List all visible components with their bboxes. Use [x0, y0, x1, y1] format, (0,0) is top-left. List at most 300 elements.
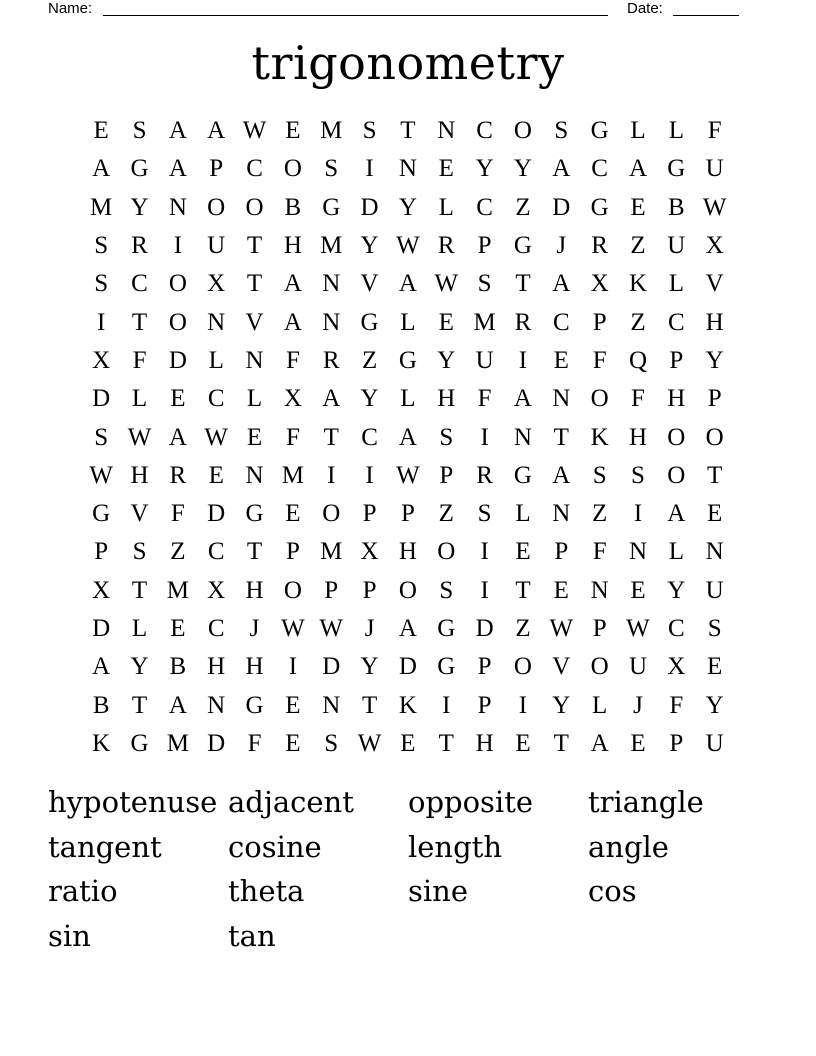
- grid-letter: L: [400, 385, 416, 413]
- grid-letter: G: [667, 155, 686, 183]
- grid-letter: O: [283, 155, 302, 183]
- grid-letter: E: [515, 729, 531, 757]
- grid-row: [82, 533, 734, 571]
- grid-letter: V: [360, 270, 379, 298]
- grid-letter: I: [442, 691, 451, 719]
- grid-letter: L: [668, 538, 684, 566]
- grid-letter: O: [207, 193, 226, 221]
- grid-letter: F: [592, 538, 607, 566]
- grid-letter: F: [631, 385, 645, 413]
- grid-letter: E: [246, 423, 263, 451]
- grid-letter: A: [398, 423, 417, 451]
- grid-letter: R: [476, 461, 493, 489]
- grid-letter: T: [553, 729, 569, 757]
- grid-row: [82, 572, 734, 610]
- grid-letter: I: [480, 576, 489, 604]
- grid-letter: Z: [630, 308, 646, 336]
- grid-letter: O: [667, 423, 686, 451]
- grid-letter: Y: [705, 691, 724, 719]
- grid-letter: L: [246, 385, 263, 413]
- grid-letter: O: [322, 500, 341, 528]
- grid-letter: P: [669, 346, 684, 374]
- word-list-item: opposite: [408, 785, 534, 819]
- grid-letter: E: [208, 461, 224, 489]
- grid-letter: A: [283, 270, 302, 298]
- grid-letter: G: [437, 615, 456, 642]
- grid-letter: Z: [170, 538, 186, 566]
- grid-letter: Z: [515, 615, 531, 642]
- grid-letter: A: [168, 117, 187, 145]
- grid-letter: M: [320, 538, 343, 566]
- grid-letter: E: [285, 117, 301, 145]
- grid-letter: Y: [667, 576, 686, 604]
- grid-letter: H: [283, 232, 302, 260]
- grid-letter: D: [322, 653, 341, 681]
- grid-letter: S: [477, 270, 492, 298]
- grid-letter: V: [245, 308, 264, 336]
- grid-row: [82, 112, 734, 150]
- grid-letter: V: [552, 653, 571, 681]
- name-blank-line: [103, 0, 608, 16]
- grid-letter: P: [669, 729, 684, 757]
- grid-letter: P: [439, 461, 454, 489]
- grid-letter: G: [322, 193, 341, 221]
- grid-letter: U: [705, 576, 724, 604]
- grid-letter: S: [439, 576, 454, 604]
- grid-row: [82, 686, 734, 724]
- grid-letter: C: [207, 538, 225, 566]
- grid-letter: K: [590, 423, 609, 451]
- grid-letter: Y: [130, 193, 149, 221]
- grid-letter: R: [131, 232, 148, 260]
- grid-letter: C: [207, 385, 225, 413]
- grid-letter: J: [249, 615, 260, 642]
- grid-letter: W: [319, 615, 344, 642]
- grid-letter: G: [130, 155, 149, 183]
- grid-letter: J: [556, 232, 567, 260]
- grid-letter: A: [552, 270, 571, 298]
- grid-letter: A: [207, 117, 226, 145]
- grid-letter: N: [322, 691, 341, 719]
- grid-letter: A: [322, 385, 341, 413]
- grid-letter: Z: [438, 500, 454, 528]
- grid-letter: S: [631, 461, 645, 489]
- word-list-item: adjacent: [228, 785, 354, 819]
- grid-letter: N: [513, 423, 532, 451]
- grid-letter: T: [400, 117, 416, 145]
- grid-letter: G: [590, 193, 609, 221]
- grid-row: [82, 610, 734, 648]
- grid-letter: K: [398, 691, 417, 719]
- grid-letter: N: [322, 270, 341, 298]
- grid-letter: P: [477, 691, 492, 719]
- grid-letter: A: [283, 308, 302, 336]
- grid-letter: H: [705, 308, 724, 336]
- name-label: Name:: [48, 0, 93, 17]
- grid-letter: F: [477, 385, 492, 413]
- grid-row: [82, 457, 734, 495]
- grid-letter: W: [204, 423, 228, 451]
- page-title: trigonometry: [251, 36, 565, 90]
- grid-letter: S: [132, 117, 147, 145]
- grid-letter: I: [518, 691, 528, 719]
- grid-letter: E: [630, 729, 646, 757]
- grid-letter: Y: [513, 155, 532, 183]
- grid-letter: N: [168, 193, 187, 221]
- grid-letter: A: [92, 653, 111, 681]
- grid-letter: J: [633, 691, 643, 719]
- grid-letter: G: [590, 117, 609, 145]
- grid-letter: F: [132, 346, 147, 374]
- grid-letter: C: [591, 155, 608, 183]
- grid-letter: P: [477, 653, 492, 681]
- grid-letter: Y: [360, 232, 379, 260]
- grid-letter: I: [633, 500, 643, 528]
- grid-letter: P: [285, 538, 300, 566]
- grid-letter: L: [438, 193, 454, 221]
- grid-letter: G: [130, 729, 149, 757]
- grid-letter: T: [553, 423, 569, 451]
- grid-letter: Y: [552, 691, 571, 719]
- grid-letter: P: [477, 232, 492, 260]
- grid-letter: O: [513, 117, 532, 145]
- grid-letter: A: [552, 461, 571, 489]
- grid-letter: V: [705, 270, 724, 298]
- grid-letter: H: [398, 538, 417, 566]
- grid-letter: M: [473, 308, 496, 336]
- grid-letter: L: [131, 385, 148, 413]
- grid-letter: S: [439, 423, 454, 451]
- grid-letter: H: [130, 461, 149, 489]
- grid-letter: P: [94, 538, 109, 566]
- grid-letter: A: [552, 155, 571, 183]
- grid-letter: N: [207, 308, 226, 336]
- grid-letter: R: [591, 232, 608, 260]
- grid-letter: I: [97, 308, 106, 336]
- grid-letter: L: [630, 117, 646, 145]
- grid-letter: T: [515, 576, 531, 604]
- grid-letter: S: [592, 461, 607, 489]
- word-list: [48, 780, 768, 958]
- grid-letter: I: [518, 346, 528, 374]
- grid-letter: O: [590, 653, 609, 681]
- grid-row: [82, 265, 734, 303]
- grid-letter: D: [92, 385, 111, 413]
- grid-letter: M: [320, 232, 343, 260]
- grid-letter: U: [207, 232, 226, 260]
- grid-letter: X: [590, 270, 609, 298]
- grid-letter: G: [437, 653, 456, 681]
- header-fields: [48, 0, 740, 18]
- grid-letter: A: [667, 500, 686, 528]
- grid-letter: O: [705, 423, 724, 451]
- grid-letter: L: [668, 117, 684, 145]
- date-blank-line: [673, 0, 739, 16]
- grid-letter: B: [169, 653, 187, 681]
- grid-letter: E: [170, 615, 186, 642]
- grid-letter: H: [437, 385, 456, 413]
- grid-letter: X: [283, 385, 302, 413]
- grid-letter: C: [552, 308, 570, 336]
- grid-row: [82, 725, 734, 763]
- grid-letter: T: [707, 461, 723, 489]
- grid-letter: F: [707, 117, 722, 145]
- grid-letter: H: [628, 423, 648, 451]
- grid-letter: C: [667, 615, 685, 642]
- grid-letter: Y: [398, 193, 417, 221]
- grid-letter: W: [626, 615, 650, 642]
- grid-letter: E: [707, 653, 723, 681]
- grid-letter: T: [246, 538, 263, 566]
- grid-letter: C: [361, 423, 378, 451]
- grid-letter: O: [513, 653, 532, 681]
- grid-letter: Y: [130, 653, 149, 681]
- grid-letter: T: [131, 691, 148, 719]
- grid-letter: T: [131, 576, 148, 604]
- grid-letter: A: [168, 691, 187, 719]
- grid-letter: M: [166, 576, 189, 604]
- grid-letter: X: [667, 653, 686, 681]
- grid-row: [82, 227, 734, 265]
- grid-letter: I: [365, 461, 374, 489]
- grid-letter: D: [207, 500, 226, 528]
- grid-letter: F: [285, 346, 300, 374]
- grid-letter: L: [592, 691, 608, 719]
- grid-letter: F: [592, 346, 607, 374]
- grid-letter: Z: [361, 346, 378, 374]
- grid-letter: W: [396, 232, 420, 260]
- grid-letter: W: [242, 117, 267, 145]
- grid-letter: U: [705, 729, 724, 757]
- grid-letter: A: [590, 729, 609, 757]
- grid-letter: G: [513, 461, 532, 489]
- word-list-item: angle: [588, 829, 669, 864]
- grid-letter: H: [245, 653, 264, 681]
- grid-row: [82, 418, 734, 456]
- word-list-item: cos: [588, 874, 637, 908]
- grid-letter: H: [667, 385, 686, 413]
- grid-letter: T: [515, 270, 531, 298]
- grid-letter: D: [552, 193, 571, 221]
- grid-letter: L: [400, 308, 416, 336]
- grid-letter: N: [552, 385, 571, 413]
- word-list-item: ratio: [48, 874, 118, 908]
- grid-letter: Q: [628, 346, 648, 374]
- grid-letter: I: [480, 538, 489, 566]
- grid-letter: U: [628, 653, 648, 681]
- grid-letter: L: [668, 270, 684, 298]
- grid-letter: W: [549, 615, 574, 642]
- grid-letter: M: [281, 461, 304, 489]
- grid-letter: E: [400, 729, 416, 757]
- grid-letter: B: [667, 193, 685, 221]
- grid-letter: B: [284, 193, 302, 221]
- grid-letter: X: [92, 346, 111, 374]
- grid-letter: E: [553, 576, 569, 604]
- grid-letter: T: [323, 423, 339, 451]
- date-label: Date:: [627, 0, 663, 17]
- grid-letter: A: [168, 155, 187, 183]
- grid-letter: N: [705, 538, 724, 566]
- grid-letter: W: [702, 193, 727, 221]
- grid-letter: S: [132, 538, 147, 566]
- grid-letter: N: [245, 461, 264, 489]
- grid-letter: S: [94, 232, 109, 260]
- grid-letter: X: [207, 270, 226, 298]
- grid-letter: L: [515, 500, 531, 528]
- grid-letter: C: [207, 615, 225, 642]
- grid-letter: P: [209, 155, 224, 183]
- grid-letter: N: [552, 500, 571, 528]
- grid-letter: T: [246, 232, 263, 260]
- grid-letter: S: [362, 117, 377, 145]
- grid-letter: N: [590, 576, 609, 604]
- grid-letter: P: [362, 576, 377, 604]
- grid-letter: Y: [360, 653, 379, 681]
- grid-letter: P: [362, 500, 377, 528]
- grid-letter: U: [667, 232, 686, 260]
- grid-letter: J: [364, 615, 375, 642]
- grid-letter: S: [324, 729, 339, 757]
- grid-letter: D: [475, 615, 494, 642]
- grid-letter: E: [630, 193, 646, 221]
- grid-letter: O: [283, 576, 302, 604]
- grid-letter: A: [168, 423, 187, 451]
- grid-letter: E: [630, 576, 646, 604]
- grid-letter: N: [245, 346, 264, 374]
- grid-letter: W: [89, 461, 113, 489]
- grid-letter: W: [127, 423, 152, 451]
- grid-letter: E: [170, 385, 186, 413]
- grid-letter: P: [592, 615, 607, 642]
- grid-letter: U: [475, 346, 494, 374]
- grid-letter: M: [320, 117, 343, 145]
- grid-letter: C: [667, 308, 685, 336]
- grid-row: [82, 303, 734, 341]
- grid-letter: F: [170, 500, 185, 528]
- grid-letter: H: [245, 576, 264, 604]
- grid-letter: A: [398, 615, 417, 642]
- grid-letter: N: [207, 691, 226, 719]
- grid-letter: E: [285, 500, 301, 528]
- grid-letter: A: [398, 270, 417, 298]
- grid-letter: O: [437, 538, 456, 566]
- grid-letter: L: [208, 346, 224, 374]
- grid-letter: O: [667, 461, 686, 489]
- grid-letter: W: [396, 461, 420, 489]
- grid-letter: S: [324, 155, 339, 183]
- grid-letter: M: [166, 729, 189, 757]
- grid-letter: C: [246, 155, 263, 183]
- grid-letter: X: [705, 232, 724, 260]
- grid-letter: L: [131, 615, 148, 642]
- grid-letter: E: [93, 117, 109, 145]
- grid-row: [82, 380, 734, 418]
- grid-letter: S: [707, 615, 722, 642]
- grid-letter: E: [515, 538, 531, 566]
- word-list-item: triangle: [588, 785, 704, 819]
- grid-letter: S: [94, 270, 109, 298]
- grid-letter: H: [475, 729, 494, 757]
- grid-letter: T: [438, 729, 454, 757]
- grid-letter: I: [365, 155, 374, 183]
- grid-letter: A: [628, 155, 648, 183]
- grid-letter: I: [288, 653, 298, 681]
- grid-letter: P: [324, 576, 339, 604]
- grid-letter: G: [398, 346, 417, 374]
- grid-letter: S: [554, 117, 569, 145]
- grid-letter: P: [400, 500, 415, 528]
- grid-letter: Y: [475, 155, 494, 183]
- grid-letter: A: [513, 385, 532, 413]
- word-list-item: tan: [228, 918, 276, 953]
- grid-letter: G: [245, 691, 264, 719]
- grid-letter: V: [130, 500, 149, 528]
- grid-letter: D: [360, 193, 379, 221]
- grid-letter: I: [327, 461, 336, 489]
- grid-letter: Y: [360, 385, 379, 413]
- grid-letter: E: [553, 346, 569, 374]
- grid-letter: C: [476, 193, 493, 221]
- grid-row: [82, 189, 734, 227]
- word-list-item: length: [408, 829, 503, 864]
- grid-letter: E: [285, 691, 301, 719]
- grid-letter: W: [434, 270, 459, 298]
- grid-letter: S: [94, 423, 109, 451]
- grid-letter: O: [590, 385, 609, 413]
- grid-letter: C: [476, 117, 493, 145]
- grid-letter: E: [285, 729, 301, 757]
- word-list-item: cosine: [228, 829, 322, 864]
- grid-letter: X: [360, 538, 379, 566]
- grid-letter: D: [92, 615, 111, 642]
- grid-letter: N: [398, 155, 417, 183]
- grid-letter: N: [437, 117, 456, 145]
- grid-letter: R: [322, 346, 340, 374]
- grid-letter: G: [360, 308, 379, 336]
- grid-letter: P: [707, 385, 722, 413]
- grid-letter: Z: [630, 232, 646, 260]
- grid-letter: F: [285, 423, 300, 451]
- grid-letter: Z: [515, 193, 531, 221]
- grid-letter: U: [705, 155, 724, 183]
- grid-letter: T: [131, 308, 148, 336]
- grid-letter: F: [669, 691, 684, 719]
- grid-letter: N: [628, 538, 648, 566]
- grid-letter: R: [169, 461, 187, 489]
- grid-letter: T: [361, 691, 378, 719]
- grid-letter: I: [173, 232, 183, 260]
- grid-letter: E: [438, 155, 454, 183]
- grid-letter: H: [207, 653, 226, 681]
- grid-letter: C: [131, 270, 148, 298]
- grid-letter: E: [707, 500, 723, 528]
- word-list-item: sin: [48, 918, 91, 953]
- grid-letter: R: [514, 308, 532, 336]
- grid-row: [82, 648, 734, 686]
- grid-letter: D: [398, 653, 417, 681]
- grid-letter: Y: [705, 346, 724, 374]
- grid-letter: I: [480, 423, 489, 451]
- letter-grid: [82, 112, 734, 763]
- grid-letter: F: [247, 729, 262, 757]
- grid-letter: K: [628, 270, 648, 298]
- word-list-item: tangent: [48, 829, 162, 864]
- grid-row: [82, 342, 734, 380]
- grid-letter: N: [322, 308, 341, 336]
- grid-letter: K: [92, 729, 111, 757]
- grid-letter: G: [92, 500, 111, 528]
